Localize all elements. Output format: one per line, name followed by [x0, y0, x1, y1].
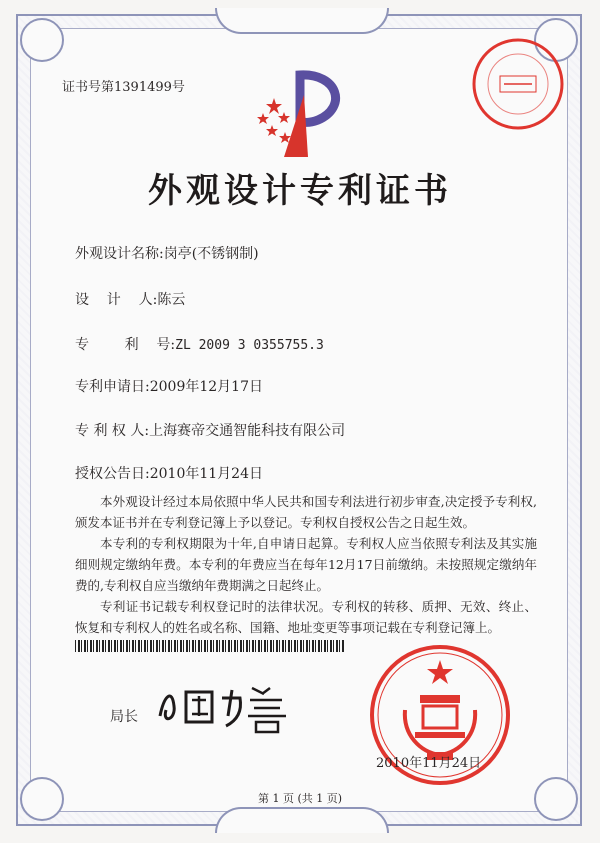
director-label: 局长 [110, 709, 138, 725]
barcode [75, 640, 345, 652]
agency-seal-icon [470, 36, 566, 132]
field-application-date: 专利申请日:2009年12月17日 [75, 379, 263, 395]
patent-office-logo-icon [248, 65, 358, 160]
field-grant-date: 授权公告日:2010年11月24日 [75, 466, 263, 482]
field-designer: 设 计 人:陈云 [75, 292, 186, 308]
certificate-body [75, 491, 537, 638]
field-patent-number: 专 利 号:ZL 2009 3 0355755.3 [75, 337, 324, 353]
body-paragraph: 本外观设计经过本局依照中华人民共和国专利法进行初步审查,决定授予专利权,颁发本证书并在专利登记簿上予以登记。专利权自授权公告之日起生效。 [75, 494, 537, 530]
corner-ornament-top-left [20, 18, 64, 62]
field-patentee: 专 利 权 人:上海赛帝交通智能科技有限公司 [75, 423, 346, 439]
body-paragraph: 本专利的专利权期限为十年,自申请日起算。专利权人应当依照专利法及其实施细则规定缴纳年费。本专利的年费应当在每年12月17日前缴纳。未按照规定缴纳年费的,专利权自应当缴纳年费期满之日起终止。 [75, 536, 537, 593]
field-design-name: 外观设计名称:岗亭(不锈钢制) [75, 246, 259, 262]
bottom-ornament [215, 807, 389, 833]
page-number: 第 1 页 (共 1 页) [257, 792, 343, 805]
director-signature-icon [152, 676, 302, 736]
issue-date: 2010年11月24日 [376, 756, 482, 771]
body-paragraph: 专利证书记载专利权登记时的法律状况。专利权的转移、质押、无效、终止、恢复和专利权人的姓名或名称、国籍、地址变更等事项记载在专利登记簿上。 [75, 599, 537, 635]
certificate-number: 证书号第1391499号 [62, 80, 185, 95]
top-ornament [215, 8, 389, 34]
certificate-title: 外观设计专利证书 [148, 171, 452, 211]
